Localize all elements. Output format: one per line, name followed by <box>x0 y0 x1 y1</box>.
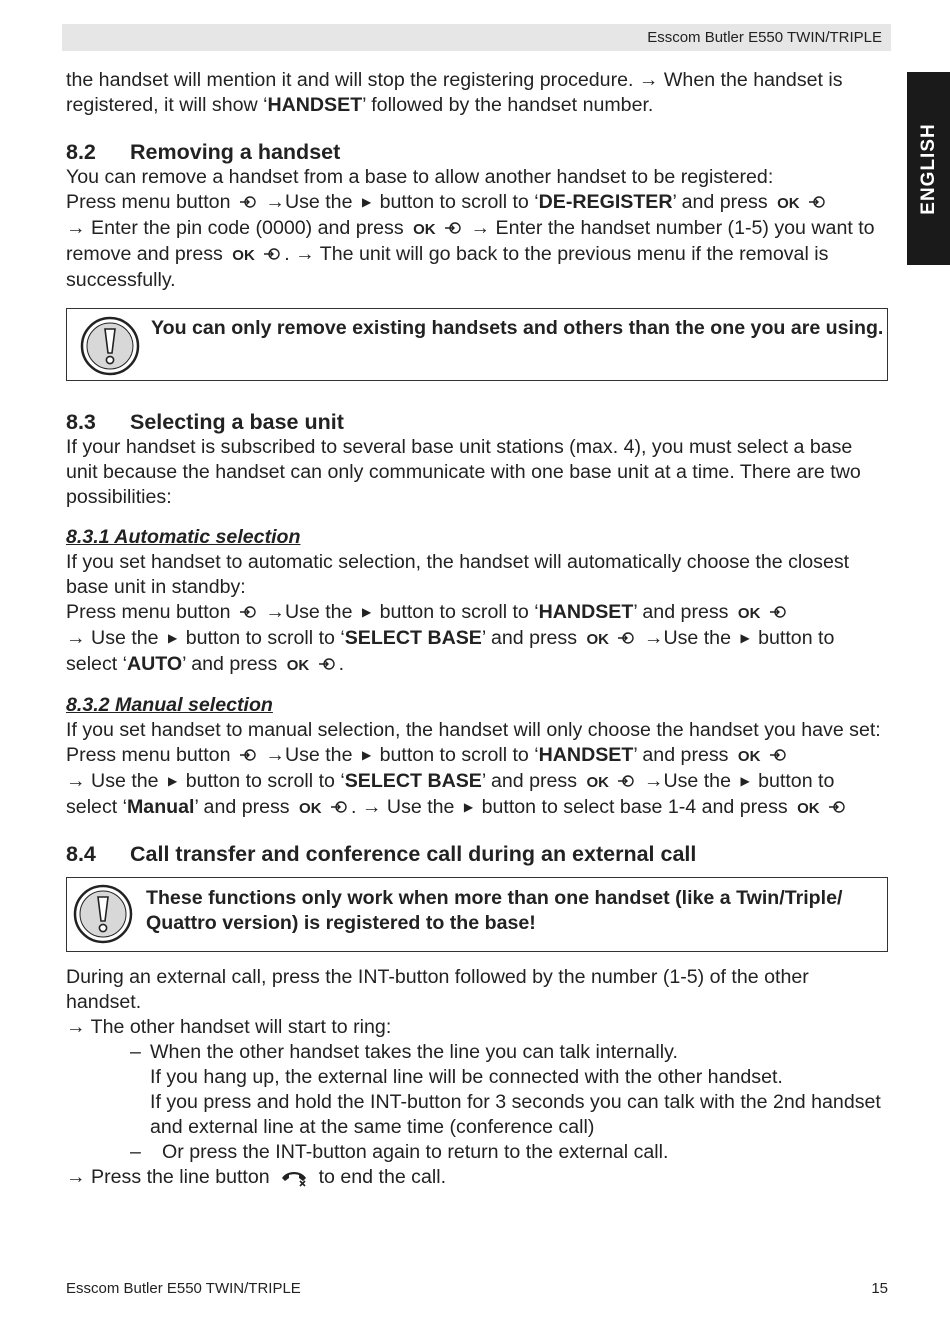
ok-label: OK <box>586 774 609 791</box>
section-8-2-body: You can remove a handset from a base to allow another handset to be registered: Press menu button →Use the ▶ button to scroll to ‘DE-REGISTER’ and press OK → Enter the pin code (0000) and press OK → Enter the handset number (1-5) you want to remove and press OK . → The unit will go back to the previous menu if the removal is successfully. <box>66 166 875 291</box>
menu-button-icon <box>237 603 259 621</box>
subsection-8-3-2-body: If you set handset to manual selection, the handset will only choose the handset you have set: Press menu button →Use the ▶ button to scroll to ‘HANDSET’ and press OK → Use the ▶ button to scroll to ‘SELECT BASE’ and press OK →Use the ▶ button to select ‘Manual’ and press OK . → Use the ▶ button to select base 1-4 and press OK <box>66 719 881 818</box>
arrow-icon: → <box>265 744 285 766</box>
page-content <box>66 68 888 1190</box>
arrow-icon: → <box>66 770 86 792</box>
hang-up-phone-icon <box>279 1167 309 1187</box>
exclamation-warning-icon <box>79 315 141 377</box>
ok-label: OK <box>777 195 800 212</box>
ok-label: OK <box>797 800 820 817</box>
section-8-3-body: If your handset is subscribed to several base unit stations (max. 4), you must select a base unit because the handset can only communicate with one base unit at a time. There are two possibilities: <box>66 436 861 508</box>
arrow-icon: → <box>643 770 664 792</box>
language-label: ENGLISH <box>917 122 939 215</box>
arrow-icon: → <box>265 601 285 623</box>
list-item: – Or press the INT-button again to return to the external call. <box>130 1141 669 1163</box>
menu-button-icon <box>767 746 789 764</box>
section-8-2-heading: 8.2 Removing a handset <box>66 140 341 164</box>
note-text: These functions only work when more than one handset (like a Twin/Triple/ Quattro version) is registered to the base! <box>146 887 843 934</box>
subsection-8-3-2-heading: 8.3.2 Manual selection <box>66 694 273 716</box>
right-triangle-icon: ▶ <box>168 774 178 788</box>
menu-button-icon <box>237 193 259 211</box>
header-title: Esscom Butler E550 TWIN/TRIPLE <box>647 29 882 46</box>
menu-button-icon <box>328 798 350 816</box>
arrow-icon: → <box>66 1016 86 1038</box>
arrow-icon: → <box>295 243 315 265</box>
arrow-icon: → <box>638 69 659 91</box>
arrow-icon: → <box>66 627 86 649</box>
ok-label: OK <box>413 221 436 238</box>
right-triangle-icon: ▶ <box>361 605 372 619</box>
arrow-icon: → <box>643 627 664 649</box>
ok-label: OK <box>299 800 322 817</box>
subsection-8-3-1-body: If you set handset to automatic selection, the handset will automatically choose the closest base unit in standby: Press menu button →Use the ▶ button to scroll to ‘HANDSET’ and press OK → Use the ▶ button to scroll to ‘SELECT BASE’ and press OK →Use the ▶ button to select ‘AUTO’ and press OK . <box>66 551 850 675</box>
call-options-list <box>66 1040 888 1165</box>
page-header <box>62 24 891 51</box>
section-8-4-body: During an external call, press the INT-button followed by the number (1-5) of the other handset. → The other handset will start to ring: <box>66 966 809 1038</box>
menu-button-icon <box>442 219 464 237</box>
right-triangle-icon: ▶ <box>740 774 750 788</box>
arrow-icon: → <box>66 217 86 239</box>
ok-label: OK <box>737 605 761 622</box>
ok-label: OK <box>737 748 761 765</box>
menu-button-icon <box>261 245 283 263</box>
right-triangle-icon: ▶ <box>361 748 372 762</box>
right-triangle-icon: ▶ <box>361 195 372 209</box>
menu-button-icon <box>615 772 637 790</box>
menu-button-icon <box>615 629 637 647</box>
section-8-4-heading: 8.4 Call transfer and conference call during an external call <box>66 842 697 866</box>
menu-button-icon <box>826 798 848 816</box>
right-triangle-icon: ▶ <box>463 800 474 814</box>
page-number: 15 <box>871 1280 888 1297</box>
warning-note-8-4 <box>66 877 888 952</box>
ok-label: OK <box>286 657 310 674</box>
menu-button-icon <box>767 603 789 621</box>
exclamation-warning-icon <box>72 883 134 945</box>
section-8-3-heading: 8.3 Selecting a base unit <box>66 410 344 434</box>
menu-button-icon <box>316 655 338 673</box>
right-triangle-icon: ▶ <box>168 631 178 645</box>
right-triangle-icon: ▶ <box>740 631 750 645</box>
ok-label: OK <box>232 247 255 264</box>
menu-button-icon <box>237 746 259 764</box>
note-text: You can only remove existing handsets and others than the one you are using. <box>151 317 884 339</box>
warning-note-8-2 <box>66 308 888 381</box>
ok-label: OK <box>586 631 609 648</box>
menu-button-icon <box>806 193 828 211</box>
arrow-icon: → <box>470 217 491 239</box>
end-call-instruction: → Press the line button to end the call. <box>66 1166 447 1188</box>
arrow-icon: → <box>66 1166 86 1188</box>
subsection-8-3-1-heading: 8.3.1 Automatic selection <box>66 526 301 548</box>
arrow-icon: → <box>361 796 382 818</box>
language-tab <box>907 72 950 265</box>
footer-title: Esscom Butler E550 TWIN/TRIPLE <box>66 1280 301 1297</box>
intro-paragraph: the handset will mention it and will stop the registering procedure. → When the handset is registered, it will show ‘HANDSET’ followed by the handset number. <box>66 69 843 116</box>
list-item: – When the other handset takes the line you can talk internally. If you hang up, the external line will be connected with the other handset. If you press and hold the INT-button for 3 seconds you can talk with the 2nd handset and external line at the same time (conference call) <box>130 1041 881 1138</box>
arrow-icon: → <box>265 191 285 213</box>
